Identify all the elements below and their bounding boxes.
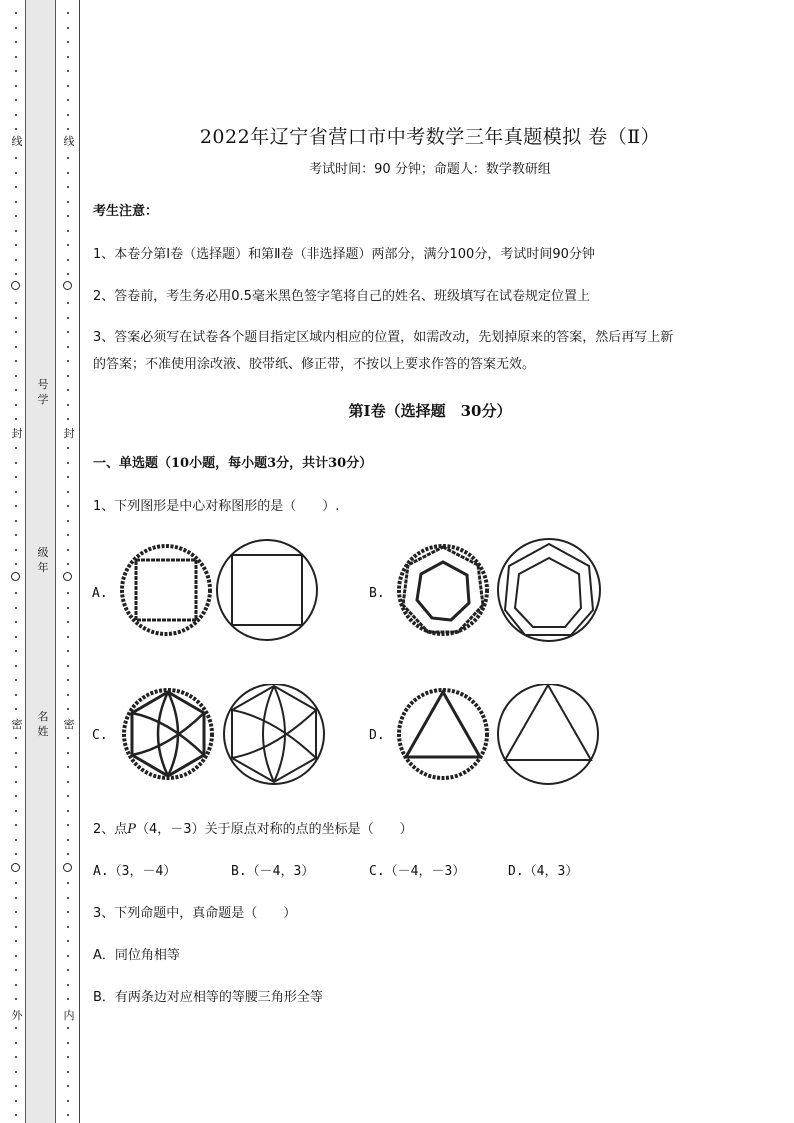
q1-option-c-label: C. [92,728,108,743]
binding-dot [67,520,69,522]
binding-dot [67,404,69,406]
binding-dot [67,1100,69,1102]
binding-dot [15,969,17,971]
binding-dot [15,41,17,43]
binding-ring [11,572,20,581]
figure-d-circle [498,684,598,784]
binding-dot [15,592,17,594]
note-3-continued: 的答案；不准使用涂改液、胶带纸、修正带，不按以上要求作答的答案无效。 [93,357,536,372]
binding-dot [15,1085,17,1087]
margin-inner-label-4: 内 [63,1009,75,1022]
figure-b-sketch-circle [399,546,487,634]
binding-dot [15,520,17,522]
binding-dot [15,1071,17,1073]
binding-dot [15,215,17,217]
binding-dot [15,302,17,304]
binding-dot [15,926,17,928]
binding-dot [67,911,69,913]
binding-dot [15,201,17,203]
binding-dot [67,491,69,493]
binding-dot [67,752,69,754]
binding-dot [15,27,17,29]
binding-dot [15,389,17,391]
binding-dot [15,375,17,377]
binding-dot [15,911,17,913]
margin-inner-label-3: 密 [63,718,75,731]
q1-figure-a [120,538,320,642]
q2-option-d: D.（4，3） [508,864,579,879]
binding-dot [67,882,69,884]
binding-dot [15,259,17,261]
q1-stem: 1、下列图形是中心对称图形的是（ ）. [93,499,340,514]
binding-dot [15,810,17,812]
binding-ring [63,572,72,581]
binding-dot [67,1114,69,1116]
binding-dot [67,926,69,928]
binding-dot [67,201,69,203]
binding-dot [67,259,69,261]
binding-dot [67,810,69,812]
binding-dot [15,172,17,174]
exam-title: 2022年辽宁省营口市中考数学三年真题模拟 卷（Ⅱ） [199,126,661,148]
binding-dot [15,70,17,72]
q2-stem [93,818,413,837]
binding-dot [15,317,17,319]
binding-ring [11,863,20,872]
binding-dot [15,795,17,797]
q2-stem-rest: （4，－3）关于原点对称的点的坐标是（ ） [136,822,413,837]
binding-dot [15,563,17,565]
binding-dot [15,186,17,188]
binding-dot [67,636,69,638]
binding-rail [79,0,80,1123]
binding-dot [15,1114,17,1116]
binding-dot [67,694,69,696]
binding-dot [15,781,17,783]
field-grade: 级 年 [37,546,49,574]
q1-option-b-label: B. [369,586,385,601]
binding-dot [67,114,69,116]
figure-d-sketch-triangle [406,692,480,757]
binding-dot [67,1071,69,1073]
binding-dot [67,56,69,58]
binding-ring [63,281,72,290]
q2-point-name: P [127,822,137,837]
binding-dot [15,621,17,623]
binding-dot [67,360,69,362]
binding-dot [67,1085,69,1087]
binding-dot [67,650,69,652]
margin-outer-label-2: 封 [11,427,23,440]
figure-c-petals [232,686,316,782]
binding-dot [67,215,69,217]
binding-dot [15,56,17,58]
margin-inner-label-1: 线 [63,135,75,148]
binding-dot [67,955,69,957]
binding-dot [15,694,17,696]
binding-dot [15,737,17,739]
note-1: 1、本卷分第Ⅰ卷（选择题）和第Ⅱ卷（非选择题）两部分，满分100分，考试时间90分钟 [93,247,595,262]
exam-subtitle: 考试时间：90 分钟；命题人：数学教研组 [309,162,551,177]
binding-dot [67,302,69,304]
q3-stem: 3、下列命题中，真命题是（ ） [93,906,297,921]
binding-dot [15,955,17,957]
binding-ring [11,281,20,290]
part-title: 一、单选题（10小题，每小题3分，共计30分） [93,456,373,471]
binding-dot [15,114,17,116]
figure-c-sketch-circle [124,690,212,778]
figure-a-square [232,555,302,625]
binding-dot [67,940,69,942]
margin-outer-label-3: 密 [11,718,23,731]
binding-dot [67,766,69,768]
binding-dot [67,389,69,391]
binding-dot [15,1042,17,1044]
figure-b-sketch-heptagon-inner [417,562,469,620]
binding-dot [67,447,69,449]
figure-d-triangle [505,685,591,760]
q2-option-a: A.（3，－4） [93,864,177,879]
figure-b-circle [498,539,600,641]
binding-dot [15,940,17,942]
margin-outer-label-4: 外 [11,1009,23,1022]
q3-option-b: B．有两条边对应相等的等腰三角形全等 [93,990,323,1005]
binding-dot [67,1042,69,1044]
binding-dot [67,795,69,797]
binding-dot [67,85,69,87]
binding-dot [67,230,69,232]
binding-dot [67,534,69,536]
binding-dot [67,418,69,420]
figure-b-heptagon-inner [515,558,581,627]
binding-dot [15,273,17,275]
binding-dot [15,752,17,754]
binding-dot [15,360,17,362]
binding-dot [67,897,69,899]
binding-dot [67,679,69,681]
figure-c-sketch-hexagon [132,692,204,776]
binding-dot [67,375,69,377]
binding-dot [67,273,69,275]
margin-outer-label-1: 线 [11,135,23,148]
binding-dot [15,650,17,652]
binding-dot [67,27,69,29]
binding-dot [67,128,69,130]
figure-c-sketch-petals [132,692,204,776]
binding-dot [15,1100,17,1102]
binding-dot [15,85,17,87]
binding-dot [15,418,17,420]
binding-dot [67,839,69,841]
binding-dot [67,853,69,855]
binding-dot [15,331,17,333]
figure-d-sketch-circle [399,690,487,778]
binding-dot [67,984,69,986]
binding-dot [15,476,17,478]
binding-dot [67,969,69,971]
binding-dot [15,157,17,159]
q2-stem-prefix: 2、点 [93,822,128,837]
binding-dot [67,998,69,1000]
binding-dot [67,824,69,826]
q1-figure-d [395,684,605,786]
binding-dot [15,549,17,551]
note-3: 3、答案必须写在试卷各个题目指定区域内相应的位置，如需改动，先划掉原来的答案，然后再写上新 [93,330,674,345]
binding-dot [15,447,17,449]
binding-dot [67,708,69,710]
margin-inner-label-2: 封 [63,427,75,440]
binding-dot [15,897,17,899]
binding-dot [67,781,69,783]
binding-dot [67,346,69,348]
q2-option-b: B.（－4，3） [231,864,315,879]
binding-dot [15,128,17,130]
binding-dot [15,665,17,667]
binding-dot [15,882,17,884]
binding-dot [67,462,69,464]
binding-dot [67,317,69,319]
binding-dot [67,70,69,72]
binding-dot [67,186,69,188]
binding-dot [67,607,69,609]
binding-dot [15,505,17,507]
figure-c-circle [224,684,324,784]
binding-dot [15,462,17,464]
binding-dot [15,607,17,609]
q3-option-a: A．同位角相等 [93,948,180,963]
q1-option-d-label: D. [369,728,385,743]
binding-dot [15,984,17,986]
binding-dot [15,230,17,232]
binding-dot [67,737,69,739]
binding-dot [15,99,17,101]
binding-ring [63,863,72,872]
binding-dot [15,12,17,14]
binding-dot [67,157,69,159]
binding-dot [15,534,17,536]
binding-dot [15,404,17,406]
note-2: 2、答卷前，考生务必用0.5毫米黑色签字笔将自己的姓名、班级填写在试卷规定位置上 [93,289,590,304]
binding-dot [15,839,17,841]
binding-dot [67,563,69,565]
q1-figure-c [120,684,330,786]
binding-dot [15,244,17,246]
q1-option-a-label: A. [92,586,108,601]
q1-figure-b [395,538,605,642]
field-student-number: 号 学 [37,378,49,406]
binding-dot [67,476,69,478]
binding-dot [15,1027,17,1029]
binding-dot [67,621,69,623]
binding-dot [67,12,69,14]
binding-dot [15,853,17,855]
binding-dot [15,346,17,348]
q2-option-c: C.（－4，－3） [369,864,466,879]
binding-dot [67,1056,69,1058]
figure-a-sketch-square [136,560,196,620]
binding-dot [67,331,69,333]
binding-dot [67,172,69,174]
notes-heading: 考生注意： [93,204,159,219]
binding-dot [67,99,69,101]
binding-dot [15,636,17,638]
binding-dot [67,244,69,246]
binding-dot [67,592,69,594]
binding-dot [67,505,69,507]
binding-dot [67,1027,69,1029]
binding-dot [15,824,17,826]
section-title: 第Ⅰ卷（选择题 30分） [348,402,512,420]
binding-dot [15,679,17,681]
binding-dot [15,491,17,493]
figure-c-hexagon [232,686,316,782]
binding-dot [15,708,17,710]
field-name: 名 姓 [37,710,49,738]
binding-dot [67,549,69,551]
binding-dot [15,998,17,1000]
binding-dot [15,766,17,768]
binding-dot [67,41,69,43]
binding-dot [67,665,69,667]
binding-dot [15,1056,17,1058]
